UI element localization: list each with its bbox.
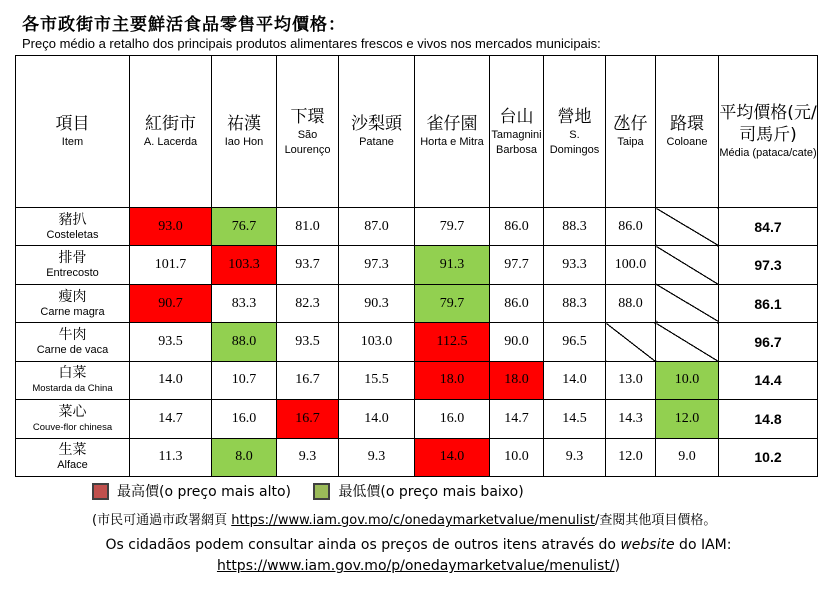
empty-cell [656,208,719,246]
price-cell: 9.3 [339,438,415,476]
price-cell: 93.3 [544,246,606,284]
price-cell: 16.0 [212,400,277,438]
empty-cell [606,323,656,361]
price-cell: 14.0 [544,361,606,399]
price-cell: 13.0 [606,361,656,399]
page-subtitle: Preço médio a retalho dos principais produtos alimentares frescos e vivos nos mercados municipais: [22,36,601,51]
price-cell: 86.0 [490,284,544,322]
price-cell: 90.0 [490,323,544,361]
note-pt: Os cidadãos podem consultar ainda os preços de outros itens através do website do IAM: https://www.iam.gov.mo/p/onedaymarketvalue/menulist/) [105,537,732,574]
column-header: 路環 Coloane [656,56,719,208]
legend-lowest: 最低價(o preço mais baixo) [313,481,523,501]
price-cell: 87.0 [339,208,415,246]
price-cell: 14.7 [130,400,212,438]
price-cell: 12.0 [656,400,719,438]
item-cell: 生菜 Alface [16,438,130,476]
price-cell: 96.5 [544,323,606,361]
item-cell: 白菜 Mostarda da China [16,361,130,399]
column-header: 氹仔 Taipa [606,56,656,208]
column-header: 台山 Tamagnini Barbosa [490,56,544,208]
price-cell: 18.0 [490,361,544,399]
average-cell: 84.7 [719,208,818,246]
price-cell: 88.0 [212,323,277,361]
table-row [16,284,818,322]
average-cell: 86.1 [719,284,818,322]
price-cell: 90.7 [130,284,212,322]
price-cell: 16.7 [277,361,339,399]
price-cell: 9.0 [656,438,719,476]
price-cell: 14.0 [339,400,415,438]
price-cell: 11.3 [130,438,212,476]
legend-highest: 最高價(o preço mais alto) [92,481,291,501]
column-header: 祐漢 Iao Hon [212,56,277,208]
legend [92,481,542,504]
price-cell: 12.0 [606,438,656,476]
table-body [16,208,818,477]
average-cell: 14.8 [719,400,818,438]
item-cell: 瘦肉 Carne magra [16,284,130,322]
price-cell: 15.5 [339,361,415,399]
price-cell: 81.0 [277,208,339,246]
price-cell: 9.3 [544,438,606,476]
price-cell: 10.0 [490,438,544,476]
header-row [16,56,818,208]
price-cell: 86.0 [490,208,544,246]
column-header: 紅街市 A. Lacerda [130,56,212,208]
item-cell: 豬扒 Costeletas [16,208,130,246]
price-cell: 16.7 [277,400,339,438]
iam-link-pt[interactable]: https://www.iam.gov.mo/p/onedaymarketvalue/menulist/ [216,558,615,574]
table-row [16,438,818,476]
table-row [16,400,818,438]
item-cell: 菜心 Couve-flor chinesa [16,400,130,438]
price-table [15,55,818,477]
page-title: 各市政街市主要鮮活食品零售平均價格： [22,15,346,35]
table-row [16,361,818,399]
red-swatch-icon [92,483,109,500]
price-cell: 101.7 [130,246,212,284]
price-cell: 100.0 [606,246,656,284]
price-cell: 14.0 [130,361,212,399]
price-cell: 112.5 [415,323,490,361]
table-row [16,246,818,284]
iam-link-zh[interactable]: https://www.iam.gov.mo/c/onedaymarketvalue/menulist [231,513,595,528]
price-cell: 79.7 [415,284,490,322]
table-row [16,208,818,246]
price-cell: 88.0 [606,284,656,322]
price-cell: 86.0 [606,208,656,246]
price-cell: 14.3 [606,400,656,438]
price-cell: 93.5 [277,323,339,361]
price-cell: 10.7 [212,361,277,399]
price-cell: 93.0 [130,208,212,246]
price-cell: 14.7 [490,400,544,438]
price-cell: 79.7 [415,208,490,246]
note-zh: (市民可通過市政署網頁 https://www.iam.gov.mo/c/onedaymarketvalue/menulist/查閱其他項目價格。 [92,513,717,528]
price-cell: 14.0 [415,438,490,476]
table-row [16,323,818,361]
average-cell: 97.3 [719,246,818,284]
empty-cell [656,284,719,322]
price-cell: 82.3 [277,284,339,322]
empty-cell [656,246,719,284]
price-cell: 9.3 [277,438,339,476]
price-cell: 93.7 [277,246,339,284]
column-header: 雀仔園 Horta e Mitra [415,56,490,208]
price-cell: 10.0 [656,361,719,399]
price-cell: 8.0 [212,438,277,476]
price-cell: 76.7 [212,208,277,246]
average-cell: 14.4 [719,361,818,399]
price-cell: 103.0 [339,323,415,361]
average-cell: 10.2 [719,438,818,476]
column-header: 營地 S. Domingos [544,56,606,208]
item-cell: 牛肉 Carne de vaca [16,323,130,361]
column-header-average: 平均價格(元/司馬斤) Média (pataca/cate) [719,56,818,208]
price-cell: 90.3 [339,284,415,322]
price-cell: 93.5 [130,323,212,361]
average-cell: 96.7 [719,323,818,361]
column-header: 下環 São Lourenço [277,56,339,208]
price-cell: 88.3 [544,208,606,246]
price-cell: 103.3 [212,246,277,284]
green-swatch-icon [313,483,330,500]
price-cell: 97.7 [490,246,544,284]
price-cell: 18.0 [415,361,490,399]
price-cell: 14.5 [544,400,606,438]
price-cell: 88.3 [544,284,606,322]
item-cell: 排骨 Entrecosto [16,246,130,284]
column-header: 沙梨頭 Patane [339,56,415,208]
column-header: 項目 Item [16,56,130,208]
empty-cell [656,323,719,361]
price-cell: 91.3 [415,246,490,284]
price-cell: 83.3 [212,284,277,322]
price-cell: 97.3 [339,246,415,284]
price-cell: 16.0 [415,400,490,438]
